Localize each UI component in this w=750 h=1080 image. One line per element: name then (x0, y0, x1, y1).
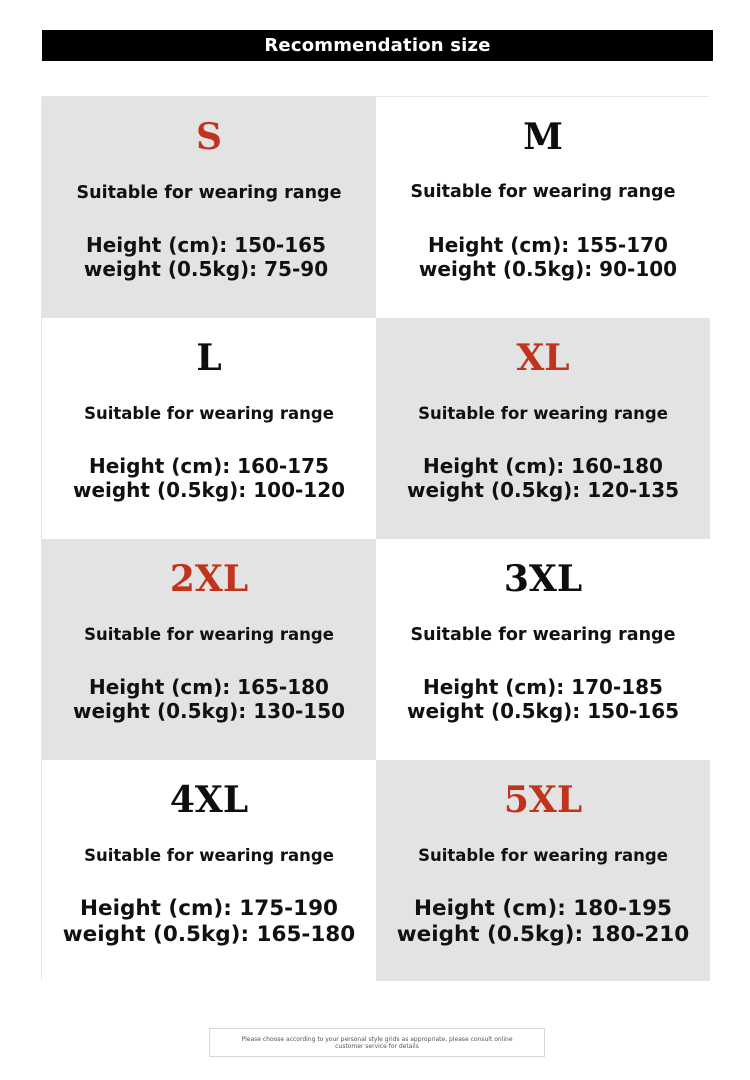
size-label: 5XL (503, 779, 583, 821)
size-card-xl (376, 318, 710, 539)
size-label: L (196, 337, 222, 379)
height-range: Height (cm): 150-165 (86, 233, 326, 257)
weight-range: weight (0.5kg): 90-100 (418, 257, 678, 281)
weight-range: weight (0.5kg): 75-90 (83, 257, 329, 281)
weight-range: weight (0.5kg): 165-180 (62, 922, 356, 947)
footer-note-text: Please choose according to your personal style grids as appropriate, please consult online customer service for details (241, 1035, 513, 1050)
weight-range: weight (0.5kg): 150-165 (406, 699, 680, 723)
size-stats (42, 896, 376, 948)
range-label: Suitable for wearing range (84, 404, 334, 423)
height-range: Height (cm): 165-180 (89, 675, 329, 699)
weight-range: weight (0.5kg): 120-135 (406, 478, 680, 502)
range-label: Suitable for wearing range (418, 404, 668, 423)
range-label: Suitable for wearing range (410, 182, 676, 202)
size-stats (42, 675, 376, 723)
height-range: Height (cm): 180-195 (414, 896, 672, 921)
size-card-5xl (376, 760, 710, 981)
size-stats (42, 454, 376, 502)
range-label: Suitable for wearing range (418, 846, 668, 865)
range-label: Suitable for wearing range (84, 625, 334, 644)
size-stats (376, 896, 710, 948)
weight-range: weight (0.5kg): 130-150 (72, 699, 346, 723)
height-range: Height (cm): 160-180 (423, 454, 663, 478)
size-label: 4XL (169, 779, 249, 821)
size-card-3xl (376, 539, 710, 760)
height-range: Height (cm): 155-170 (428, 233, 668, 257)
size-card-m (376, 97, 710, 318)
page-title-banner (42, 30, 713, 61)
size-label: M (523, 116, 563, 158)
height-range: Height (cm): 170-185 (423, 675, 663, 699)
range-label: Suitable for wearing range (84, 846, 334, 865)
size-stats (376, 675, 710, 723)
size-card-4xl (42, 760, 376, 981)
weight-range: weight (0.5kg): 180-210 (396, 922, 690, 947)
size-card-2xl (42, 539, 376, 760)
size-stats (376, 454, 710, 502)
size-label: XL (516, 337, 570, 379)
size-stats (386, 233, 710, 281)
page-title: Recommendation size (264, 35, 491, 56)
range-label: Suitable for wearing range (76, 183, 342, 203)
size-label: 2XL (169, 558, 249, 600)
size-label: 3XL (503, 558, 583, 600)
footer-note (209, 1028, 545, 1057)
size-grid (41, 96, 709, 980)
size-card-s (42, 97, 376, 318)
weight-range: weight (0.5kg): 100-120 (72, 478, 346, 502)
range-label: Suitable for wearing range (410, 625, 676, 645)
size-card-l (42, 318, 376, 539)
size-label: S (196, 116, 222, 158)
height-range: Height (cm): 160-175 (89, 454, 329, 478)
height-range: Height (cm): 175-190 (80, 896, 338, 921)
size-stats (36, 233, 376, 281)
